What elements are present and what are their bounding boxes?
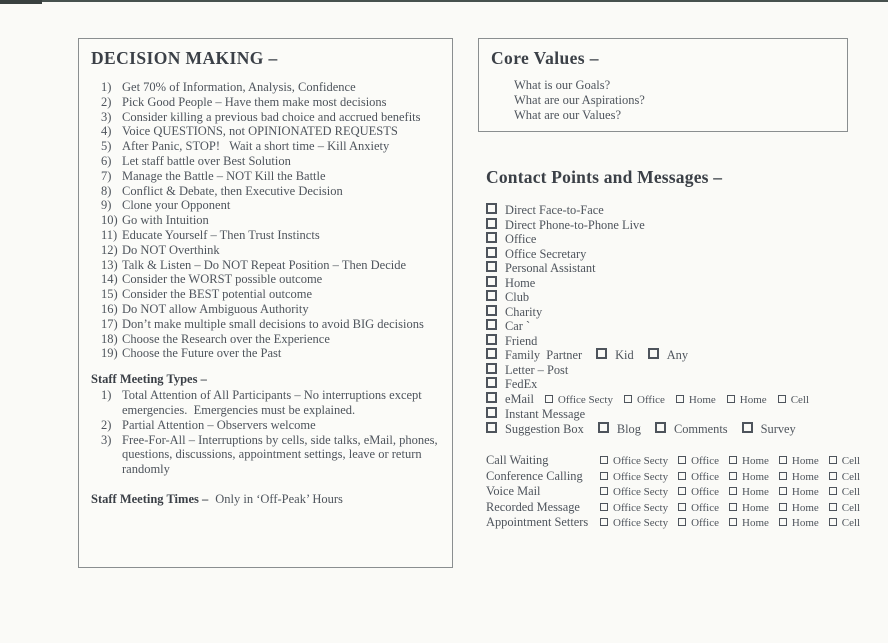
list-item bbox=[101, 243, 440, 258]
contact-points-title: Contact Points and Messages – bbox=[486, 167, 723, 187]
contact-matrix-cell bbox=[779, 486, 819, 498]
contact-matrix-cell bbox=[600, 517, 668, 529]
contact-point-label: Personal Assistant bbox=[505, 261, 596, 275]
checkbox-icon bbox=[486, 319, 497, 330]
contact-point-item bbox=[486, 334, 886, 349]
contact-point-extra bbox=[727, 394, 767, 406]
checkbox-icon bbox=[676, 395, 684, 403]
contact-point-extra-label: Survey bbox=[760, 421, 796, 436]
list-item bbox=[101, 184, 440, 199]
contact-matrix-cell-label: Cell bbox=[841, 486, 861, 498]
checkbox-icon bbox=[624, 395, 632, 403]
checkbox-icon bbox=[486, 305, 497, 316]
contact-matrix-row bbox=[486, 484, 886, 500]
item-text: Conflict & Debate, then Executive Decision bbox=[122, 183, 343, 198]
contact-point-extra-label: Any bbox=[666, 348, 689, 362]
checkbox-icon bbox=[598, 422, 609, 433]
checkbox-icon bbox=[486, 247, 497, 258]
contact-point-item bbox=[486, 392, 886, 408]
item-number: 9) bbox=[101, 198, 112, 213]
checkbox-icon bbox=[600, 472, 608, 480]
contact-matrix-cell bbox=[779, 517, 819, 529]
contact-point-extra bbox=[545, 394, 613, 406]
list-item bbox=[101, 213, 440, 228]
contact-matrix-cell bbox=[729, 486, 769, 498]
contact-matrix-cell bbox=[829, 455, 860, 467]
contact-point-label: Office bbox=[505, 232, 537, 246]
checkbox-icon bbox=[486, 348, 497, 359]
contact-point-extra bbox=[648, 348, 688, 362]
item-text: Do NOT allow Ambiguous Authority bbox=[122, 301, 309, 316]
scan-edge-notch bbox=[0, 0, 42, 4]
contact-point-extra-label: Home bbox=[739, 393, 767, 406]
contact-point-item bbox=[486, 203, 886, 218]
item-number: 12) bbox=[101, 242, 118, 257]
contact-matrix-cell-label: Home bbox=[791, 486, 819, 498]
item-text: Total Attention of All Participants – No interruptions except emergencies. Emergencies must be explained. bbox=[122, 388, 425, 417]
item-text: Consider the BEST potential outcome bbox=[122, 287, 313, 302]
contact-matrix-cell bbox=[600, 471, 668, 483]
item-text: Talk & Listen – Do NOT Repeat Position – Then Decide bbox=[122, 257, 407, 272]
contact-point-extra bbox=[624, 394, 665, 406]
checkbox-icon bbox=[486, 261, 497, 272]
contact-matrix-cell-label: Home bbox=[791, 501, 819, 514]
checkbox-icon bbox=[729, 487, 737, 495]
checkbox-icon bbox=[486, 363, 497, 374]
contact-point-item bbox=[486, 232, 886, 247]
checkbox-icon bbox=[729, 503, 737, 511]
checkbox-icon bbox=[678, 487, 686, 495]
checkbox-icon bbox=[778, 395, 786, 403]
list-item bbox=[101, 110, 440, 125]
item-number: 3) bbox=[101, 109, 112, 124]
contact-matrix-cell bbox=[729, 517, 769, 529]
staff-meeting-types-title: Staff Meeting Types – bbox=[91, 372, 207, 387]
item-text: Partial Attention – Observers welcome bbox=[122, 417, 316, 432]
contact-matrix-cell-label: Office bbox=[691, 501, 719, 514]
item-number: 14) bbox=[101, 272, 118, 287]
contact-matrix-cell bbox=[829, 517, 860, 529]
list-item bbox=[101, 154, 440, 169]
contact-matrix-cell bbox=[729, 471, 769, 483]
checkbox-icon bbox=[486, 422, 497, 433]
item-text: Let staff battle over Best Solution bbox=[122, 153, 291, 168]
contact-matrix-cell bbox=[829, 471, 860, 483]
checkbox-icon bbox=[486, 290, 497, 301]
checkbox-icon bbox=[600, 518, 608, 526]
contact-matrix-row bbox=[486, 453, 886, 469]
contact-matrix-row-label: Conference Calling bbox=[486, 468, 583, 483]
item-text: Go with Intuition bbox=[122, 213, 209, 228]
list-item bbox=[101, 433, 440, 477]
item-number: 3) bbox=[101, 432, 112, 447]
contact-matrix-cell-label: Cell bbox=[841, 470, 861, 483]
contact-point-label: Direct Face-to-Face bbox=[505, 203, 604, 217]
checkbox-icon bbox=[678, 456, 686, 464]
contact-matrix-cell bbox=[829, 486, 860, 498]
contact-point-extra bbox=[596, 348, 634, 362]
checkbox-icon bbox=[678, 503, 686, 511]
item-number: 5) bbox=[101, 139, 112, 154]
checkbox-icon bbox=[678, 472, 686, 480]
contact-point-extra bbox=[598, 422, 641, 436]
checkbox-icon bbox=[727, 395, 735, 403]
contact-point-extra-label: Blog bbox=[616, 421, 641, 436]
contact-matrix-cell bbox=[779, 471, 819, 483]
contact-matrix-cell-label: Cell bbox=[841, 501, 861, 514]
contact-matrix-cell bbox=[678, 502, 719, 514]
list-item bbox=[101, 258, 440, 273]
core-values-question: What are our Values? bbox=[514, 108, 622, 122]
item-number: 17) bbox=[101, 316, 118, 331]
contact-point-label: Office Secretary bbox=[505, 246, 587, 261]
list-item bbox=[101, 139, 440, 154]
item-text: Get 70% of Information, Analysis, Confidence bbox=[122, 80, 356, 94]
core-values-panel bbox=[478, 38, 848, 132]
item-number: 2) bbox=[101, 417, 112, 432]
checkbox-icon bbox=[486, 276, 497, 287]
contact-matrix-cell bbox=[779, 455, 819, 467]
contact-point-item bbox=[486, 276, 886, 291]
contact-point-label: Suggestion Box bbox=[505, 421, 584, 436]
list-item bbox=[101, 388, 440, 418]
contact-matrix-cell bbox=[600, 502, 668, 514]
core-values-questions bbox=[491, 78, 835, 123]
checkbox-icon bbox=[600, 456, 608, 464]
contact-matrix-cell-label: Office bbox=[691, 486, 719, 498]
item-number: 4) bbox=[101, 124, 112, 139]
contact-point-extra bbox=[655, 422, 728, 436]
item-number: 13) bbox=[101, 257, 118, 272]
contact-matrix-cell-label: Office Secty bbox=[613, 501, 669, 514]
checkbox-icon bbox=[829, 487, 837, 495]
staff-meeting-times-value: Only in ‘Off-Peak’ Hours bbox=[215, 491, 343, 506]
contact-point-item bbox=[486, 422, 886, 437]
checkbox-icon bbox=[486, 407, 497, 418]
contact-point-extra-label: Office bbox=[637, 393, 665, 406]
item-text: Educate Yourself – Then Trust Instincts bbox=[122, 227, 320, 242]
item-text: Manage the Battle – NOT Kill the Battle bbox=[122, 168, 326, 183]
contact-point-label: eMail bbox=[505, 391, 534, 406]
staff-meeting-types-list bbox=[101, 388, 440, 477]
list-item bbox=[101, 346, 440, 361]
contact-point-item bbox=[486, 218, 886, 233]
contact-matrix-row-label: Call Waiting bbox=[486, 453, 549, 467]
checkbox-icon bbox=[648, 348, 659, 359]
core-values-question: What are our Aspirations? bbox=[514, 93, 645, 107]
list-item bbox=[101, 317, 440, 332]
checkbox-icon bbox=[486, 334, 497, 345]
contact-matrix-cell-label: Office bbox=[691, 470, 719, 483]
contact-matrix-cell-label: Cell bbox=[841, 517, 861, 529]
contact-point-extra-label: Kid bbox=[615, 348, 634, 362]
checkbox-icon bbox=[829, 503, 837, 511]
contact-matrix-cell bbox=[729, 502, 769, 514]
contact-matrix-cell-label: Home bbox=[742, 501, 769, 514]
list-item bbox=[101, 124, 440, 139]
contact-point-item bbox=[486, 247, 886, 262]
list-item bbox=[101, 287, 440, 302]
list-item bbox=[101, 272, 440, 287]
contact-matrix-cell bbox=[600, 455, 668, 467]
item-text: Consider the WORST possible outcome bbox=[122, 272, 323, 287]
checkbox-icon bbox=[486, 377, 497, 388]
contact-point-label: Home bbox=[505, 275, 536, 290]
checkbox-icon bbox=[729, 456, 737, 464]
item-number: 15) bbox=[101, 287, 118, 302]
contact-matrix-row-label: Appointment Setters bbox=[486, 515, 589, 529]
contact-point-extra-label: Cell bbox=[790, 393, 810, 406]
item-number: 7) bbox=[101, 168, 112, 183]
core-values-title: Core Values – bbox=[491, 48, 599, 68]
contact-point-item bbox=[486, 363, 886, 378]
item-text: Free-For-All – Interruptions by cells, side talks, eMail, phones, questions, discussions, appointment settings, leave or return randomly bbox=[122, 432, 441, 477]
contact-point-item bbox=[486, 348, 886, 363]
item-text: Clone your Opponent bbox=[122, 198, 231, 213]
contact-point-item bbox=[486, 305, 886, 320]
list-item bbox=[101, 95, 440, 110]
contact-matrix-cell-label: Home bbox=[742, 486, 769, 498]
item-text: Voice QUESTIONS, not OPINIONATED REQUESTS bbox=[122, 124, 398, 139]
checkbox-icon bbox=[742, 422, 753, 433]
checkbox-icon bbox=[655, 422, 666, 433]
contact-point-label: Club bbox=[505, 290, 530, 304]
checkbox-icon bbox=[779, 472, 787, 480]
checkbox-icon bbox=[829, 456, 837, 464]
core-values-question: What is our Goals? bbox=[514, 78, 611, 92]
item-text: Choose the Future over the Past bbox=[122, 346, 282, 361]
staff-meeting-times-label: Staff Meeting Times – bbox=[91, 491, 209, 506]
contact-matrix-cell bbox=[678, 471, 719, 483]
checkbox-icon bbox=[596, 348, 607, 359]
contact-matrix-cell-label: Home bbox=[742, 470, 769, 483]
item-number: 8) bbox=[101, 183, 112, 198]
checkbox-icon bbox=[545, 395, 553, 403]
contact-point-extra-label: Home bbox=[688, 393, 716, 406]
contact-matrix-cell bbox=[678, 486, 719, 498]
checkbox-icon bbox=[779, 487, 787, 495]
contact-point-item bbox=[486, 290, 886, 305]
item-number: 10) bbox=[101, 213, 118, 228]
checkbox-icon bbox=[486, 392, 497, 403]
contact-point-label: Instant Message bbox=[505, 407, 586, 421]
contact-point-extra-label: Office Secty bbox=[557, 393, 613, 406]
checkbox-icon bbox=[729, 472, 737, 480]
contact-points-list bbox=[486, 203, 886, 436]
contact-matrix-cell-label: Home bbox=[791, 455, 819, 467]
decision-making-panel bbox=[78, 38, 453, 568]
checkbox-icon bbox=[779, 518, 787, 526]
decision-making-title: DECISION MAKING – bbox=[91, 48, 278, 68]
contact-matrix-cell bbox=[678, 517, 719, 529]
list-item bbox=[101, 302, 440, 317]
contact-point-label: Friend bbox=[505, 333, 538, 348]
contact-point-label: Car ` bbox=[505, 319, 531, 333]
contact-matrix-row-label: Recorded Message bbox=[486, 499, 580, 514]
list-item bbox=[101, 169, 440, 184]
checkbox-icon bbox=[729, 518, 737, 526]
contact-point-item bbox=[486, 377, 886, 392]
contact-matrix-cell bbox=[779, 502, 819, 514]
contact-matrix-cell-label: Home bbox=[791, 517, 819, 529]
item-text: Choose the Research over the Experience bbox=[122, 331, 330, 346]
item-text: Consider killing a previous bad choice and accrued benefits bbox=[122, 109, 421, 124]
decision-list bbox=[101, 80, 440, 361]
checkbox-icon bbox=[486, 232, 497, 243]
list-item bbox=[101, 418, 440, 433]
item-text: Don’t make multiple small decisions to avoid BIG decisions bbox=[122, 316, 424, 331]
contact-matrix bbox=[486, 453, 886, 531]
staff-meeting-times bbox=[91, 492, 440, 507]
list-item bbox=[101, 198, 440, 213]
contact-point-item bbox=[486, 261, 886, 276]
checkbox-icon bbox=[486, 218, 497, 229]
item-text: Pick Good People – Have them make most decisions bbox=[122, 94, 387, 109]
contact-matrix-cell-label: Home bbox=[742, 455, 769, 467]
list-item bbox=[101, 80, 440, 95]
checkbox-icon bbox=[829, 518, 837, 526]
checkbox-icon bbox=[779, 503, 787, 511]
contact-matrix-row bbox=[486, 515, 886, 531]
contact-point-extra-label: Comments bbox=[673, 421, 728, 436]
checkbox-icon bbox=[486, 203, 497, 214]
item-text: Do NOT Overthink bbox=[122, 242, 220, 257]
item-number: 6) bbox=[101, 153, 112, 168]
contact-matrix-cell-label: Office Secty bbox=[613, 470, 669, 483]
contact-matrix-cell-label: Cell bbox=[841, 455, 861, 467]
contact-point-extra bbox=[778, 394, 809, 406]
contact-point-label: Charity bbox=[505, 304, 543, 319]
item-number: 1) bbox=[101, 388, 112, 403]
item-number: 18) bbox=[101, 331, 118, 346]
contact-matrix-cell bbox=[729, 455, 769, 467]
contact-points-section bbox=[486, 167, 886, 531]
scan-edge-artifact bbox=[0, 0, 888, 2]
checkbox-icon bbox=[829, 472, 837, 480]
item-number: 19) bbox=[101, 346, 118, 361]
contact-point-label: Direct Phone-to-Phone Live bbox=[505, 217, 645, 232]
item-number: 16) bbox=[101, 301, 118, 316]
checkbox-icon bbox=[779, 456, 787, 464]
contact-matrix-cell-label: Home bbox=[742, 517, 769, 529]
list-item bbox=[101, 332, 440, 347]
contact-matrix-cell-label: Office Secty bbox=[613, 455, 669, 467]
checkbox-icon bbox=[600, 503, 608, 511]
item-text: After Panic, STOP! Wait a short time – Kill Anxiety bbox=[122, 139, 390, 154]
contact-matrix-cell bbox=[600, 486, 668, 498]
checkbox-icon bbox=[678, 518, 686, 526]
contact-point-label: Family Partner bbox=[505, 348, 583, 362]
contact-point-item bbox=[486, 407, 886, 422]
item-number: 11) bbox=[101, 227, 118, 242]
item-number: 2) bbox=[101, 94, 112, 109]
contact-matrix-row bbox=[486, 500, 886, 516]
contact-matrix-cell-label: Office Secty bbox=[613, 517, 669, 529]
list-item bbox=[101, 228, 440, 243]
contact-matrix-row bbox=[486, 469, 886, 485]
checkbox-icon bbox=[600, 487, 608, 495]
contact-point-label: FedEx bbox=[505, 377, 538, 391]
contact-point-extra bbox=[676, 394, 716, 406]
contact-matrix-cell bbox=[678, 455, 719, 467]
contact-matrix-row-label: Voice Mail bbox=[486, 484, 541, 498]
contact-matrix-cell-label: Office Secty bbox=[613, 486, 669, 498]
contact-point-extra bbox=[742, 422, 796, 436]
contact-matrix-cell-label: Office bbox=[691, 517, 719, 529]
contact-point-item bbox=[486, 319, 886, 334]
contact-point-label: Letter – Post bbox=[505, 362, 569, 377]
item-number: 1) bbox=[101, 80, 112, 94]
contact-matrix-cell-label: Office bbox=[691, 455, 719, 467]
contact-matrix-cell-label: Home bbox=[791, 470, 819, 483]
contact-matrix-cell bbox=[829, 502, 860, 514]
